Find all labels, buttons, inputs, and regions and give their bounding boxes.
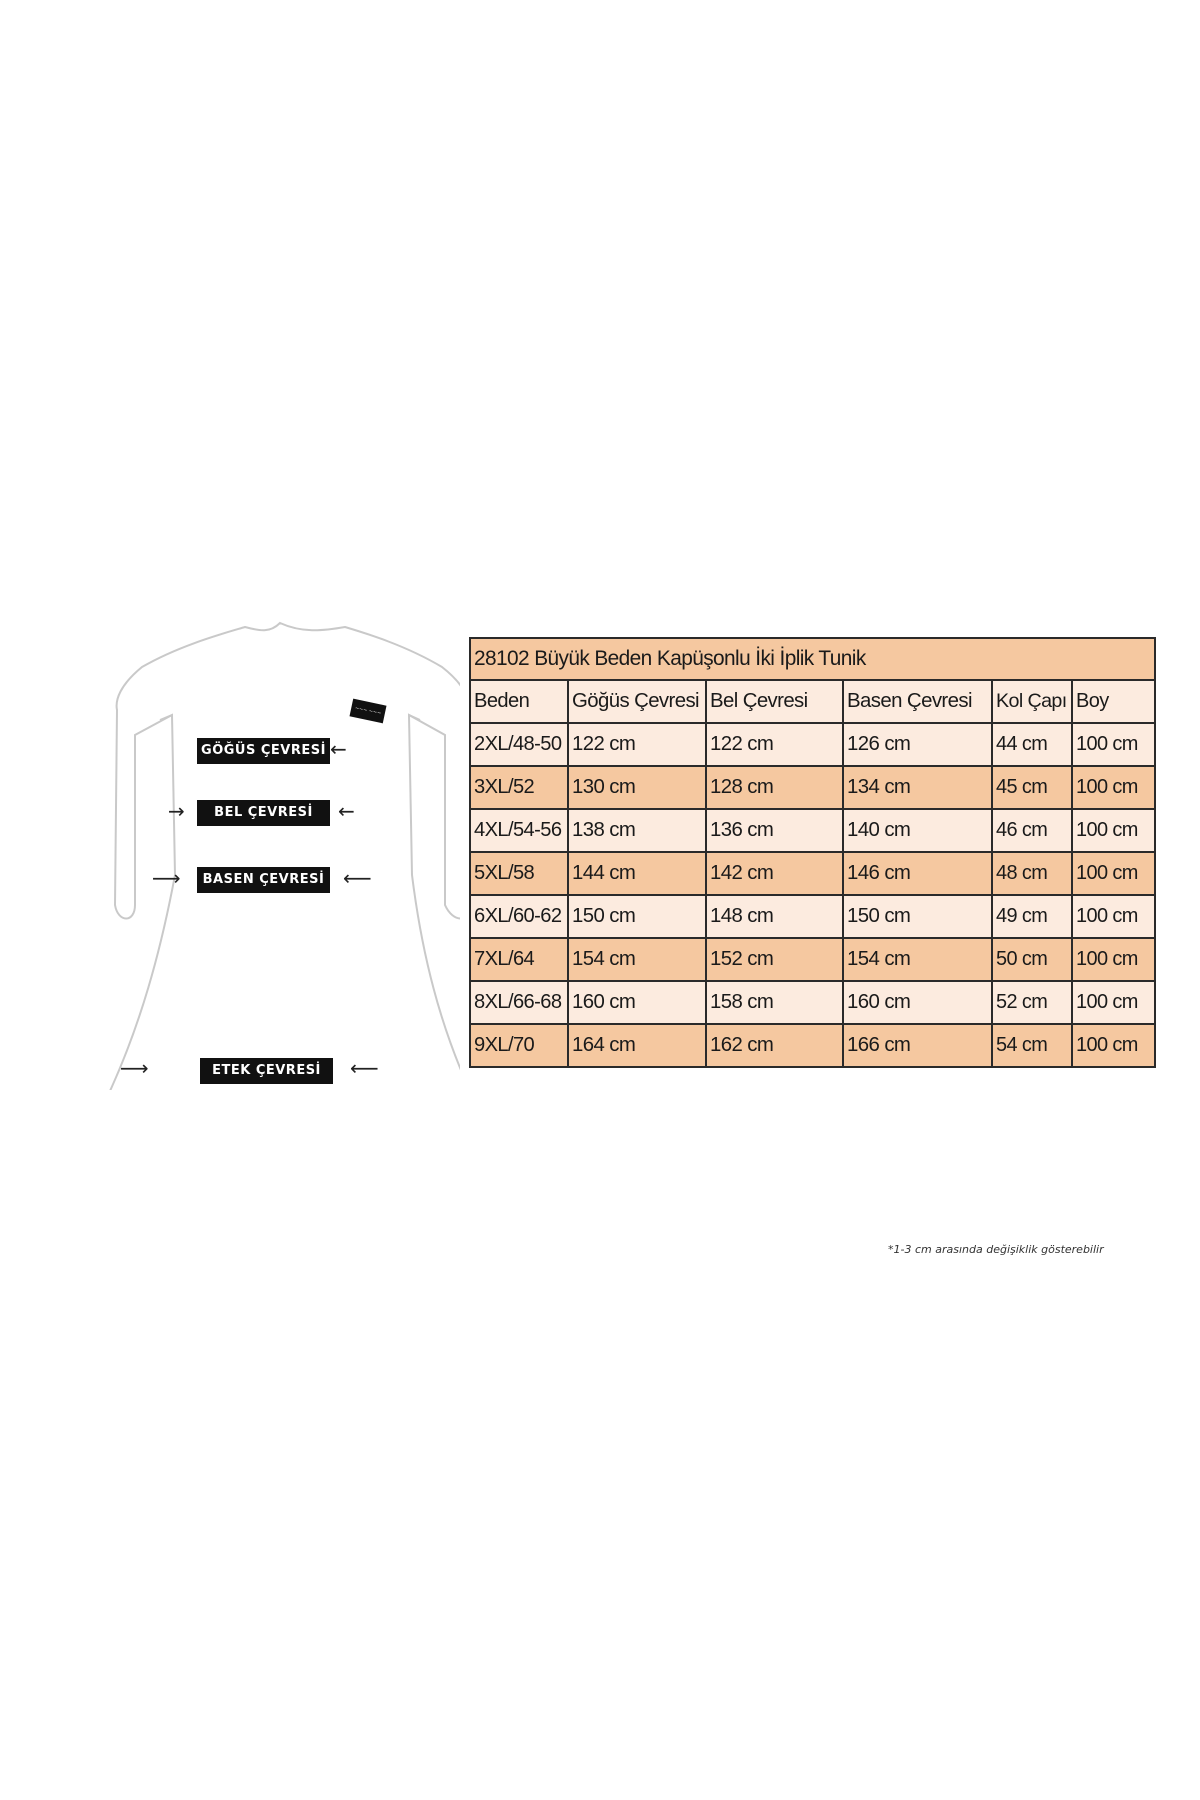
header-cell-sleeve: Kol Çapı — [992, 680, 1072, 723]
cell-sleeve: 48 cm — [992, 852, 1072, 895]
size-chart-table — [469, 637, 1156, 1068]
cell-waist: 136 cm — [706, 809, 843, 852]
table-row — [470, 938, 1155, 981]
header-cell-length: Boy — [1072, 680, 1155, 723]
header-cell-chest: Göğüs Çevresi — [568, 680, 706, 723]
cell-sleeve: 50 cm — [992, 938, 1072, 981]
hip-arrow-left: ⟶ — [152, 866, 181, 890]
cell-sleeve: 54 cm — [992, 1024, 1072, 1067]
care-tag-image: ~~~ ~~~ — [350, 699, 387, 724]
hip-measure-label: BASEN ÇEVRESİ — [197, 867, 330, 893]
header-cell-size: Beden — [470, 680, 568, 723]
cell-size: 2XL/48-50 — [470, 723, 568, 766]
table-title: 28102 Büyük Beden Kapüşonlu İki İplik Tunik — [470, 638, 1155, 680]
cell-waist: 142 cm — [706, 852, 843, 895]
cell-length: 100 cm — [1072, 895, 1155, 938]
footnote-text: *1-3 cm arasında değişiklik gösterebilir — [888, 1243, 1104, 1256]
cell-length: 100 cm — [1072, 723, 1155, 766]
cell-length: 100 cm — [1072, 938, 1155, 981]
cell-chest: 154 cm — [568, 938, 706, 981]
cell-chest: 130 cm — [568, 766, 706, 809]
cell-hip: 154 cm — [843, 938, 992, 981]
table-title-row — [470, 638, 1155, 680]
chest-measure-label: GÖĞÜS ÇEVRESİ — [197, 738, 330, 764]
cell-hip: 134 cm — [843, 766, 992, 809]
hem-arrow-right: ⟵ — [350, 1056, 379, 1080]
cell-length: 100 cm — [1072, 809, 1155, 852]
cell-hip: 150 cm — [843, 895, 992, 938]
table-header-row — [470, 680, 1155, 723]
hem-measure-label: ETEK ÇEVRESİ — [200, 1058, 333, 1084]
cell-waist: 128 cm — [706, 766, 843, 809]
cell-waist: 122 cm — [706, 723, 843, 766]
table-row — [470, 852, 1155, 895]
cell-size: 7XL/64 — [470, 938, 568, 981]
cell-sleeve: 52 cm — [992, 981, 1072, 1024]
cell-hip: 146 cm — [843, 852, 992, 895]
table-row — [470, 809, 1155, 852]
waist-arrow-left: → — [168, 799, 185, 823]
table-row — [470, 723, 1155, 766]
cell-sleeve: 49 cm — [992, 895, 1072, 938]
hem-arrow-left: ⟶ — [120, 1056, 149, 1080]
table-row — [470, 895, 1155, 938]
cell-size: 6XL/60-62 — [470, 895, 568, 938]
cell-size: 3XL/52 — [470, 766, 568, 809]
cell-sleeve: 46 cm — [992, 809, 1072, 852]
cell-chest: 144 cm — [568, 852, 706, 895]
table-row — [470, 1024, 1155, 1067]
cell-length: 100 cm — [1072, 1024, 1155, 1067]
cell-chest: 138 cm — [568, 809, 706, 852]
tunic-outline-diagram — [60, 605, 460, 1090]
cell-size: 4XL/54-56 — [470, 809, 568, 852]
cell-hip: 140 cm — [843, 809, 992, 852]
cell-length: 100 cm — [1072, 981, 1155, 1024]
cell-sleeve: 44 cm — [992, 723, 1072, 766]
cell-length: 100 cm — [1072, 766, 1155, 809]
cell-length: 100 cm — [1072, 852, 1155, 895]
chest-arrow-right: ← — [330, 737, 347, 761]
waist-measure-label: BEL ÇEVRESİ — [197, 800, 330, 826]
cell-chest: 160 cm — [568, 981, 706, 1024]
cell-chest: 164 cm — [568, 1024, 706, 1067]
cell-size: 9XL/70 — [470, 1024, 568, 1067]
header-cell-hip: Basen Çevresi — [843, 680, 992, 723]
cell-hip: 126 cm — [843, 723, 992, 766]
cell-size: 5XL/58 — [470, 852, 568, 895]
cell-hip: 166 cm — [843, 1024, 992, 1067]
cell-waist: 158 cm — [706, 981, 843, 1024]
header-cell-waist: Bel Çevresi — [706, 680, 843, 723]
hip-arrow-right: ⟵ — [343, 866, 372, 890]
cell-waist: 162 cm — [706, 1024, 843, 1067]
cell-chest: 150 cm — [568, 895, 706, 938]
cell-waist: 152 cm — [706, 938, 843, 981]
cell-hip: 160 cm — [843, 981, 992, 1024]
table-row — [470, 766, 1155, 809]
table-row — [470, 981, 1155, 1024]
cell-sleeve: 45 cm — [992, 766, 1072, 809]
cell-chest: 122 cm — [568, 723, 706, 766]
cell-waist: 148 cm — [706, 895, 843, 938]
waist-arrow-right: ← — [338, 799, 355, 823]
cell-size: 8XL/66-68 — [470, 981, 568, 1024]
